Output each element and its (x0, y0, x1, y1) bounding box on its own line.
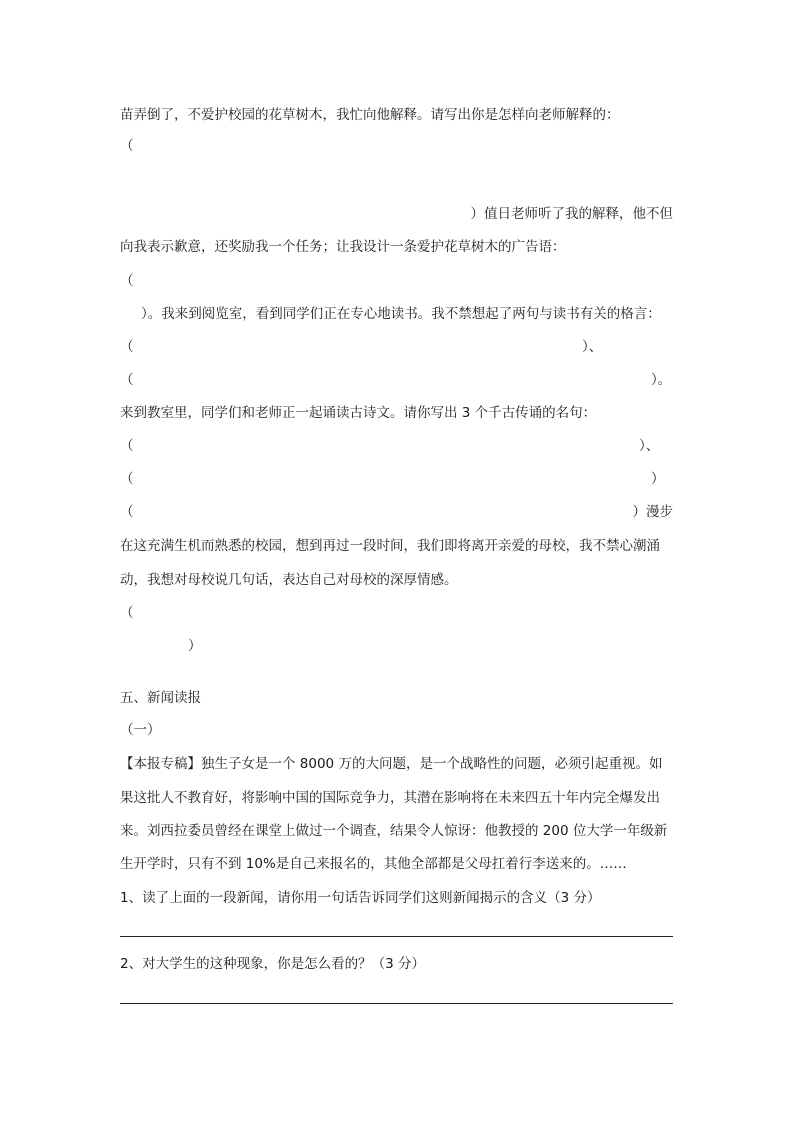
text-line: 在这充满生机而熟悉的校园，想到再过一段时间，我们即将离开亲爱的母校，我不禁心潮涌 (120, 538, 660, 554)
question-2: 2、对大学生的这种现象，你是怎么看的？（3 分） (120, 956, 425, 972)
quote-paren-close: ）。 (651, 372, 672, 388)
news-text-line: 来。刘西拉委员曾经在课堂上做过一个调查，结果令人惊讶：他教授的 200 位大学一年级新 (120, 823, 668, 839)
subsection-heading: （一） (120, 722, 161, 738)
text-line: 向我表示歉意，还奖励我一个任务；让我设计一条爱护花草树木的广告语： (120, 239, 566, 255)
poem-paren-close: ）、 (639, 438, 660, 454)
text-line: ）值日老师听了我的解释，他不但 (470, 206, 673, 222)
text-line: 苗弄倒了，不爱护校园的花草树木，我忙向他解释。请写出你是怎样向老师解释的： (120, 107, 620, 123)
poem-paren-open: （ (120, 438, 134, 454)
text-line: 动，我想对母校说几句话，表达自己对母校的深厚情感。 (120, 572, 458, 588)
news-text-line: 果这批人不教育好，将影响中国的国际竞争力，其潜在影响将在未来四五十年内完全爆发出 (120, 790, 660, 806)
news-text-line: 【本报专稿】独生子女是一个 8000 万的大问题，是一个战略性的问题，必须引起重视。如 (120, 756, 663, 772)
answer-line[interactable] (120, 936, 673, 937)
answer-paren-open: （ (120, 273, 134, 289)
question-1: 1、读了上面的一段新闻，请你用一句话告诉同学们这则新闻揭示的含义（3 分） (120, 890, 601, 906)
section-heading: 五、新闻读报 (120, 690, 201, 706)
quote-paren-close: ）、 (582, 339, 603, 355)
answer-line[interactable] (120, 1003, 673, 1004)
news-text-line: 生开学时，只有不到 10%是自己来报名的，其他全部都是父母扛着行李送来的。…… (120, 856, 627, 872)
answer-paren-open: （ (120, 605, 134, 621)
answer-paren-open: （ (120, 138, 134, 154)
quote-paren-open: （ (120, 372, 134, 388)
poem-paren-close: ）漫步 (632, 504, 673, 520)
poem-paren-close: ） (651, 471, 665, 487)
poem-paren-open: （ (120, 471, 134, 487)
text-line: ）。我来到阅览室，看到同学们正在专心地读书。我不禁想起了两句与读书有关的格言： (141, 306, 661, 322)
quote-paren-open: （ (120, 339, 134, 355)
text-line: 来到教室里，同学们和老师正一起诵读古诗文。请你写出 3 个千古传诵的名句： (120, 405, 597, 421)
answer-paren-close: ） (188, 638, 202, 654)
poem-paren-open: （ (120, 504, 134, 520)
